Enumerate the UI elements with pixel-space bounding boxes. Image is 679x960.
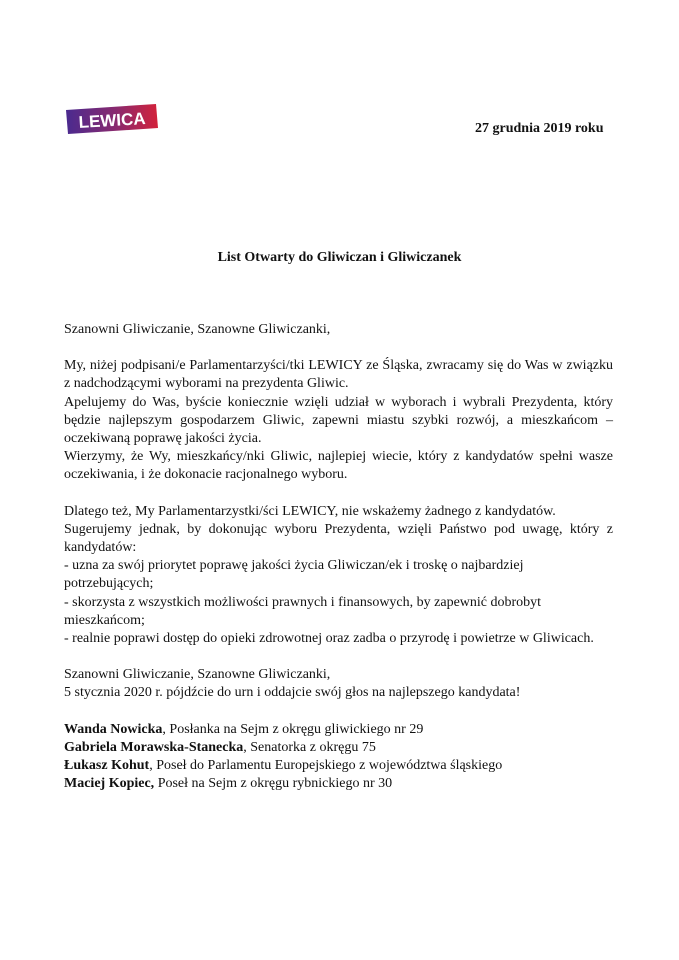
signatory — [64, 739, 613, 757]
greeting: Szanowni Gliwiczanie, Szanowne Gliwiczanki, — [64, 322, 331, 337]
signatory — [64, 721, 613, 739]
bullet-item: - skorzysta z wszystkich możliwości prawnych i finansowych, by zapewnić dobrobyt mieszkańcom; — [64, 594, 542, 628]
bullet-item: - uzna za swój priorytet poprawę jakości życia Gliwiczan/ek i troskę o najbardziej potrzebujących; — [64, 558, 524, 592]
signatory — [64, 775, 613, 793]
closing-appeal: 5 stycznia 2020 r. pójdźcie do urn i oddajcie swój głos na najlepszego kandydata! — [64, 685, 521, 701]
signatory-name: Gabriela Morawska-Stanecka — [64, 739, 244, 755]
paragraph-3: Wierzymy, że Wy, mieszkańcy/nki Gliwic, najlepiej wiecie, który z kandydatów spełni wasze oczekiwania, i że dokonacie racjonalnego wyboru. — [64, 449, 613, 483]
signatory-role: Poseł na Sejm z okręgu rybnickiego nr 30 — [154, 776, 393, 792]
paragraph-2: Apelujemy do Was, byście koniecznie wzięli udział w wyborach i wybrali Prezydenta, który będzie najlepszym gospodarzem Gliwic, zapewni miastu szybki rozwój, a mieszkańcom – oczekiwaną poprawę jakości życia. — [64, 394, 613, 447]
paragraph-1: My, niżej podpisani/e Parlamentarzyści/tki LEWICY ze Śląska, zwracamy się do Was w związku z nadchodzącymi wyborami na prezydenta Gliwic. — [64, 358, 613, 392]
lewica-logo-icon — [66, 104, 158, 134]
closing-greeting: Szanowni Gliwiczanie, Szanowne Gliwiczanki, — [64, 667, 331, 683]
signatory-name: Łukasz Kohut — [64, 758, 150, 774]
svg-text:LEWICA: LEWICA — [78, 108, 147, 133]
paragraph-4: Dlatego też, My Parlamentarzystki/ści LEWICY, nie wskażemy żadnego z kandydatów. — [64, 503, 556, 519]
lewica-logo — [66, 104, 158, 134]
signatory-role: , Senatorka z okręgu 75 — [243, 739, 376, 755]
signatory-name: Maciej Kopiec, — [64, 776, 155, 792]
signatory — [64, 757, 613, 775]
letter-body — [64, 321, 613, 793]
letter-title: List Otwarty do Gliwiczan i Gliwiczanek — [217, 250, 462, 265]
paragraph-5: Sugerujemy jednak, by dokonując wyboru Prezydenta, wzięli Państwo pod uwagę, który z kandydatów: — [64, 521, 613, 556]
letter-date: 27 grudnia 2019 roku — [475, 121, 604, 136]
signatory-role: , Posłanka na Sejm z okręgu gliwickiego nr 29 — [162, 721, 424, 737]
signatory-role: , Poseł do Parlamentu Europejskiego z województwa śląskiego — [149, 758, 503, 774]
signatory-name: Wanda Nowicka — [64, 721, 163, 737]
bullet-item: - realnie poprawi dostęp do opieki zdrowotnej oraz zadba o przyrodę i powietrze w Gliwicach. — [64, 631, 594, 647]
